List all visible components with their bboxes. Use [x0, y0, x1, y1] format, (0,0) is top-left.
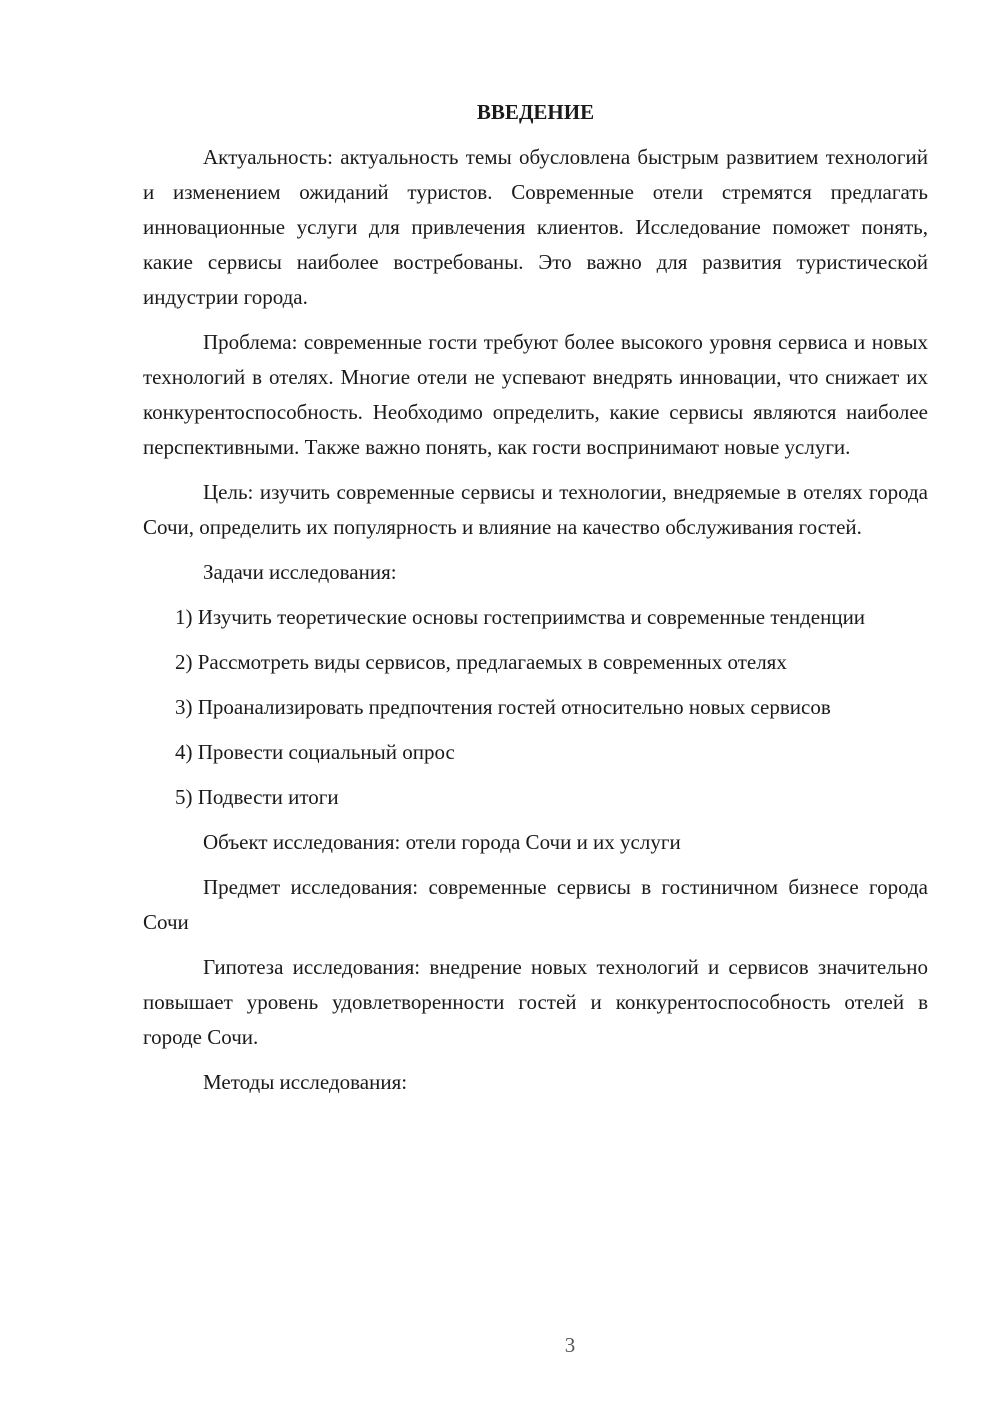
hypothesis-paragraph: Гипотеза исследования: внедрение новых технологий и сервисов значительно повышает уровень удовлетворенности гостей и конкурентоспособность отелей в городе Сочи. [143, 955, 928, 1049]
task-item-2: 2) Рассмотреть виды сервисов, предлагаемых в современных отелях [175, 650, 787, 674]
task-item-5: 5) Подвести итоги [175, 785, 339, 809]
problem-paragraph: Проблема: современные гости требуют более высокого уровня сервиса и новых технологий в отелях. Многие отели не успевают внедрять инновации, что снижает их конкурентоспособность. Необходимо определить, какие сервисы являются наиболее перспективными. Также важно понять, как гости воспринимают новые услуги. [143, 330, 928, 459]
methods-paragraph: Методы исследования: [203, 1070, 408, 1094]
tasks-heading: Задачи исследования: [203, 560, 397, 584]
subject-paragraph: Предмет исследования: современные сервисы в гостиничном бизнесе города Сочи [143, 875, 928, 934]
task-item-3: 3) Проанализировать предпочтения гостей относительно новых сервисов [175, 695, 831, 719]
task-item-1: 1) Изучить теоретические основы гостеприимства и современные тенденции [175, 605, 866, 629]
task-item-4: 4) Провести социальный опрос [175, 740, 455, 764]
object-paragraph: Объект исследования: отели города Сочи и их услуги [203, 830, 681, 854]
relevance-paragraph: Актуальность: актуальность темы обусловлена быстрым развитием технологий и изменением ожиданий туристов. Современные отели стремятся предлагать инновационные услуги для привлечения клиентов. Исследование поможет понять, какие сервисы наиболее востребованы. Это важно для развития туристической индустрии города. [143, 145, 928, 309]
goal-paragraph: Цель: изучить современные сервисы и технологии, внедряемые в отелях города Сочи, определить их популярность и влияние на качество обслуживания гостей. [143, 480, 928, 539]
page-number: 3 [564, 1333, 576, 1357]
document-page [143, 95, 928, 1110]
section-title: ВВЕДЕНИЕ [476, 100, 595, 124]
